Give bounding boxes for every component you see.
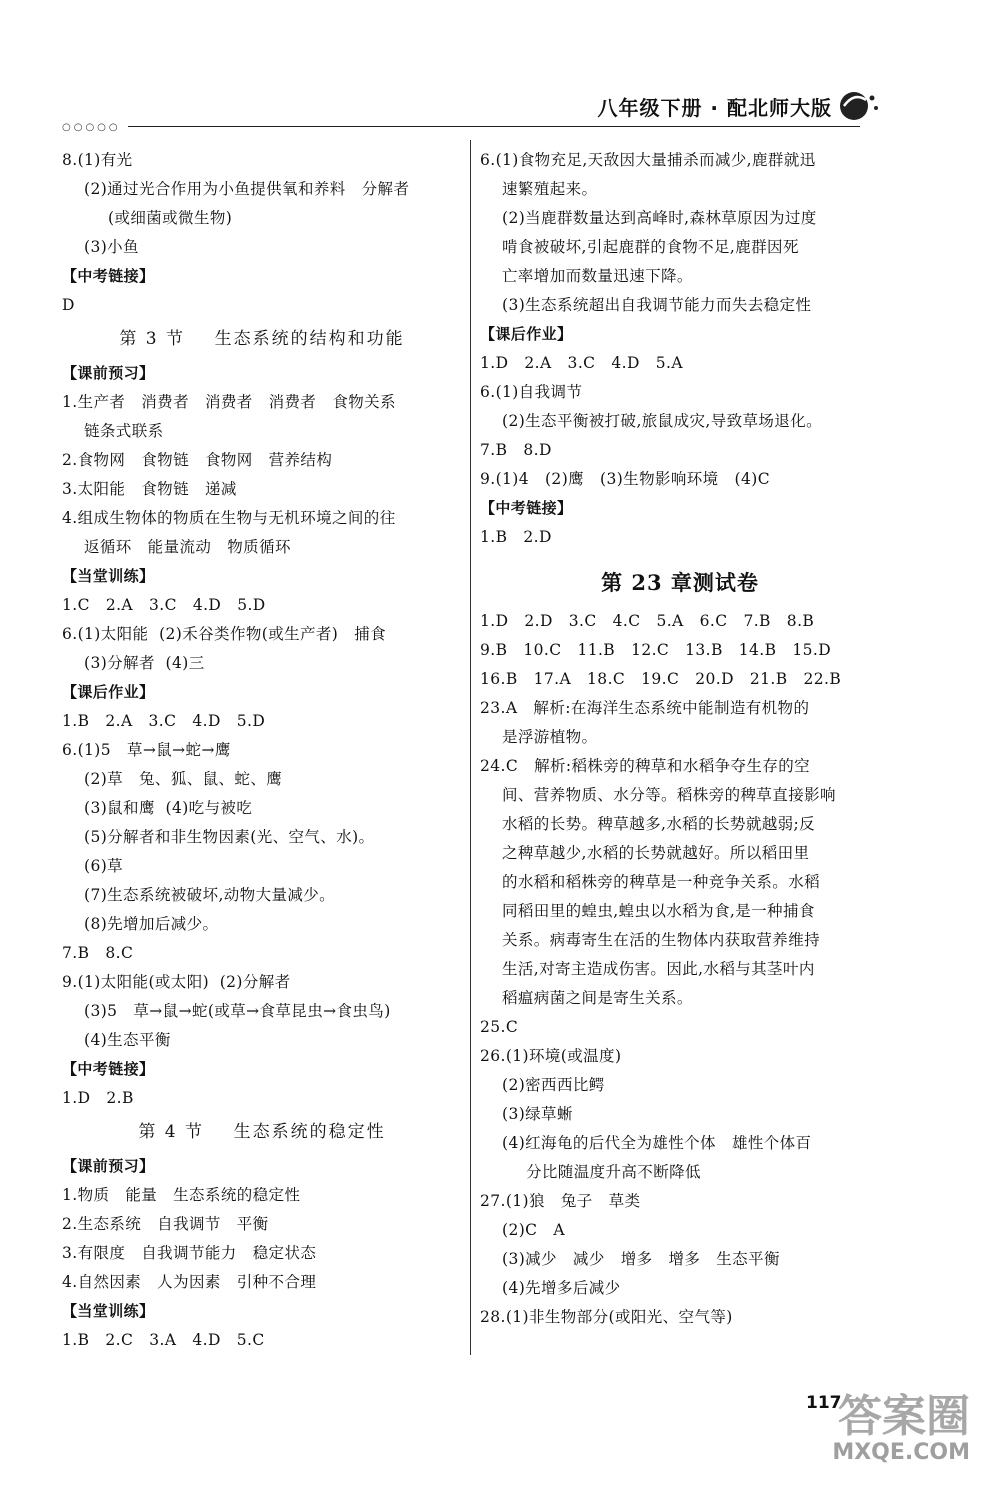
header-dots: ○○○○○: [62, 122, 121, 133]
answer-line: 1.B 2.C 3.A 4.D 5.C: [62, 1331, 265, 1349]
section-heading: 第 4 节 生态系统的稳定性: [138, 1122, 386, 1142]
section-tag: 【课前预习】: [62, 364, 155, 382]
answer-line: 9.(1)4 (2)鹰 (3)生物影响环境 (4)C: [480, 470, 770, 488]
answer-line: 之稗草越少,水稻的长势就越好。所以稻田里: [502, 844, 810, 862]
answer-line: 生活,对寄主造成伤害。因此,水稻与其茎叶内: [502, 960, 815, 978]
answer-line: 稻瘟病菌之间是寄生关系。: [502, 989, 693, 1007]
answer-line: (2)草 兔、狐、鼠、蛇、鹰: [84, 770, 283, 788]
answer-line: 28.(1)非生物部分(或阳光、空气等): [480, 1308, 733, 1326]
section-tag: 【中考链接】: [62, 267, 155, 285]
answer-line: (3)5 草→鼠→蛇(或草→食草昆虫→食虫鸟): [84, 1002, 391, 1020]
answer-line: 啃食被破坏,引起鹿群的食物不足,鹿群因死: [502, 238, 799, 256]
answer-line: 亡率增加而数量迅速下降。: [502, 267, 693, 285]
answer-line: 1.D 2.A 3.C 4.D 5.A: [480, 354, 683, 372]
answer-line: (3)鼠和鹰 (4)吃与被吃: [84, 799, 253, 817]
answer-line: (4)红海龟的后代全为雄性个体 雄性个体百: [502, 1134, 812, 1152]
answer-line: 9.(1)太阳能(或太阳) (2)分解者: [62, 973, 291, 991]
answer-line: 的水稻和稻株旁的稗草是一种竞争关系。水稻: [502, 873, 821, 891]
answer-line: (或细菌或微生物): [108, 209, 233, 227]
answer-line: 6.(1)5 草→鼠→蛇→鹰: [62, 741, 231, 759]
page-number: 117: [806, 1393, 842, 1413]
answer-line: 7.B 8.C: [62, 944, 134, 962]
answer-line: 6.(1)食物充足,天敌因大量捕杀而减少,鹿群就迅: [480, 151, 816, 169]
header-rule: [128, 126, 860, 127]
answer-line: 分比随温度升高不断降低: [526, 1163, 701, 1181]
section-heading: 第 3 节 生态系统的结构和功能: [119, 329, 405, 349]
answer-line: (2)当鹿群数量达到高峰时,森林草原因为过度: [502, 209, 817, 227]
answer-line: 27.(1)狼 兔子 草类: [480, 1192, 641, 1210]
answer-line: (2)通过光合作用为小鱼提供氧和养料 分解者: [84, 180, 410, 198]
answer-line: (2)生态平衡被打破,旅鼠成灾,导致草场退化。: [502, 412, 823, 430]
answer-line: (3)分解者 (4)三: [84, 654, 205, 672]
section-tag: 【课后作业】: [62, 683, 155, 701]
watermark-url: MXQE.COM: [832, 1440, 970, 1465]
answer-line: 6.(1)自我调节: [480, 383, 583, 401]
section-heading: 第 23 章测试卷: [601, 570, 759, 595]
answer-line: (2)C A: [502, 1221, 565, 1239]
answer-line: D: [62, 296, 75, 314]
answer-line: (8)先增加后减少。: [84, 915, 219, 933]
answer-line: 3.有限度 自我调节能力 稳定状态: [62, 1244, 317, 1262]
answer-line: 1.C 2.A 3.C 4.D 5.D: [62, 596, 266, 614]
answer-line: 间、营养物质、水分等。稻株旁的稗草直接影响: [502, 786, 836, 804]
answer-line: (6)草: [84, 857, 124, 875]
answer-line: 26.(1)环境(或温度): [480, 1047, 622, 1065]
section-tag: 【课前预习】: [62, 1157, 155, 1175]
answer-line: 速繁殖起来。: [502, 180, 598, 198]
section-tag: 【当堂训练】: [62, 1302, 155, 1320]
answer-line: 9.B 10.C 11.B 12.C 13.B 14.B 15.D: [480, 641, 832, 659]
section-tag: 【当堂训练】: [62, 567, 155, 585]
answer-line: (2)密西西比鳄: [502, 1076, 605, 1094]
answer-line: (7)生态系统被破坏,动物大量减少。: [84, 886, 336, 904]
answer-line: (3)小鱼: [84, 238, 139, 256]
answer-line: 2.食物网 食物链 食物网 营养结构: [62, 451, 333, 469]
answer-line: (5)分解者和非生物因素(光、空气、水)。: [84, 828, 375, 846]
section-tag: 【中考链接】: [480, 499, 573, 517]
answer-line: 1.D 2.B: [62, 1089, 134, 1107]
answer-line: 25.C: [480, 1018, 519, 1036]
answer-line: 1.D 2.D 3.C 4.C 5.A 6.C 7.B 8.B: [480, 612, 815, 630]
watermark-logo: 答案圈: [838, 1391, 970, 1442]
answer-line: 1.B 2.D: [480, 528, 552, 546]
left-column: [62, 146, 462, 1355]
right-column: [480, 146, 880, 1332]
answer-line: 水稻的长势。稗草越多,水稻的长势就越弱;反: [502, 815, 816, 833]
book-logo-icon: [836, 86, 880, 126]
answer-line: 4.组成生物体的物质在生物与无机环境之间的往: [62, 509, 396, 527]
answer-line: 6.(1)太阳能 (2)禾谷类作物(或生产者) 捕食: [62, 625, 387, 643]
answer-line: 关系。病毒寄生在活的生物体内获取营养维持: [502, 931, 821, 949]
section-tag: 【课后作业】: [480, 325, 573, 343]
answer-line: 1.物质 能量 生态系统的稳定性: [62, 1186, 301, 1204]
answer-line: 链条式联系: [84, 422, 164, 440]
column-divider: [470, 140, 471, 1355]
answer-line: 同稻田里的蝗虫,蝗虫以水稻为食,是一种捕食: [502, 902, 815, 920]
answer-line: 8.(1)有光: [62, 151, 133, 169]
answer-line: 24.C 解析:稻株旁的稗草和水稻争夺生存的空: [480, 757, 811, 775]
answer-line: 返循环 能量流动 物质循环: [84, 538, 291, 556]
answer-line: 23.A 解析:在海洋生态系统中能制造有机物的: [480, 699, 810, 717]
answer-line: (4)生态平衡: [84, 1031, 171, 1049]
answer-line: (3)绿草蜥: [502, 1105, 573, 1123]
answer-line: 是浮游植物。: [502, 728, 598, 746]
answer-line: (3)生态系统超出自我调节能力而失去稳定性: [502, 296, 812, 314]
header-title: 八年级下册 · 配北师大版: [597, 96, 832, 120]
answer-line: 3.太阳能 食物链 递减: [62, 480, 237, 498]
answer-line: 7.B 8.D: [480, 441, 552, 459]
answer-line: 16.B 17.A 18.C 19.C 20.D 21.B 22.B: [480, 670, 842, 688]
answer-line: 1.B 2.A 3.C 4.D 5.D: [62, 712, 266, 730]
answer-line: 2.生态系统 自我调节 平衡: [62, 1215, 269, 1233]
answer-line: (3)减少 减少 增多 增多 生态平衡: [502, 1250, 780, 1268]
answer-line: (4)先增多后减少: [502, 1279, 621, 1297]
section-tag: 【中考链接】: [62, 1060, 155, 1078]
answer-line: 1.生产者 消费者 消费者 消费者 食物关系: [62, 393, 396, 411]
answer-line: 4.自然因素 人为因素 引种不合理: [62, 1273, 317, 1291]
